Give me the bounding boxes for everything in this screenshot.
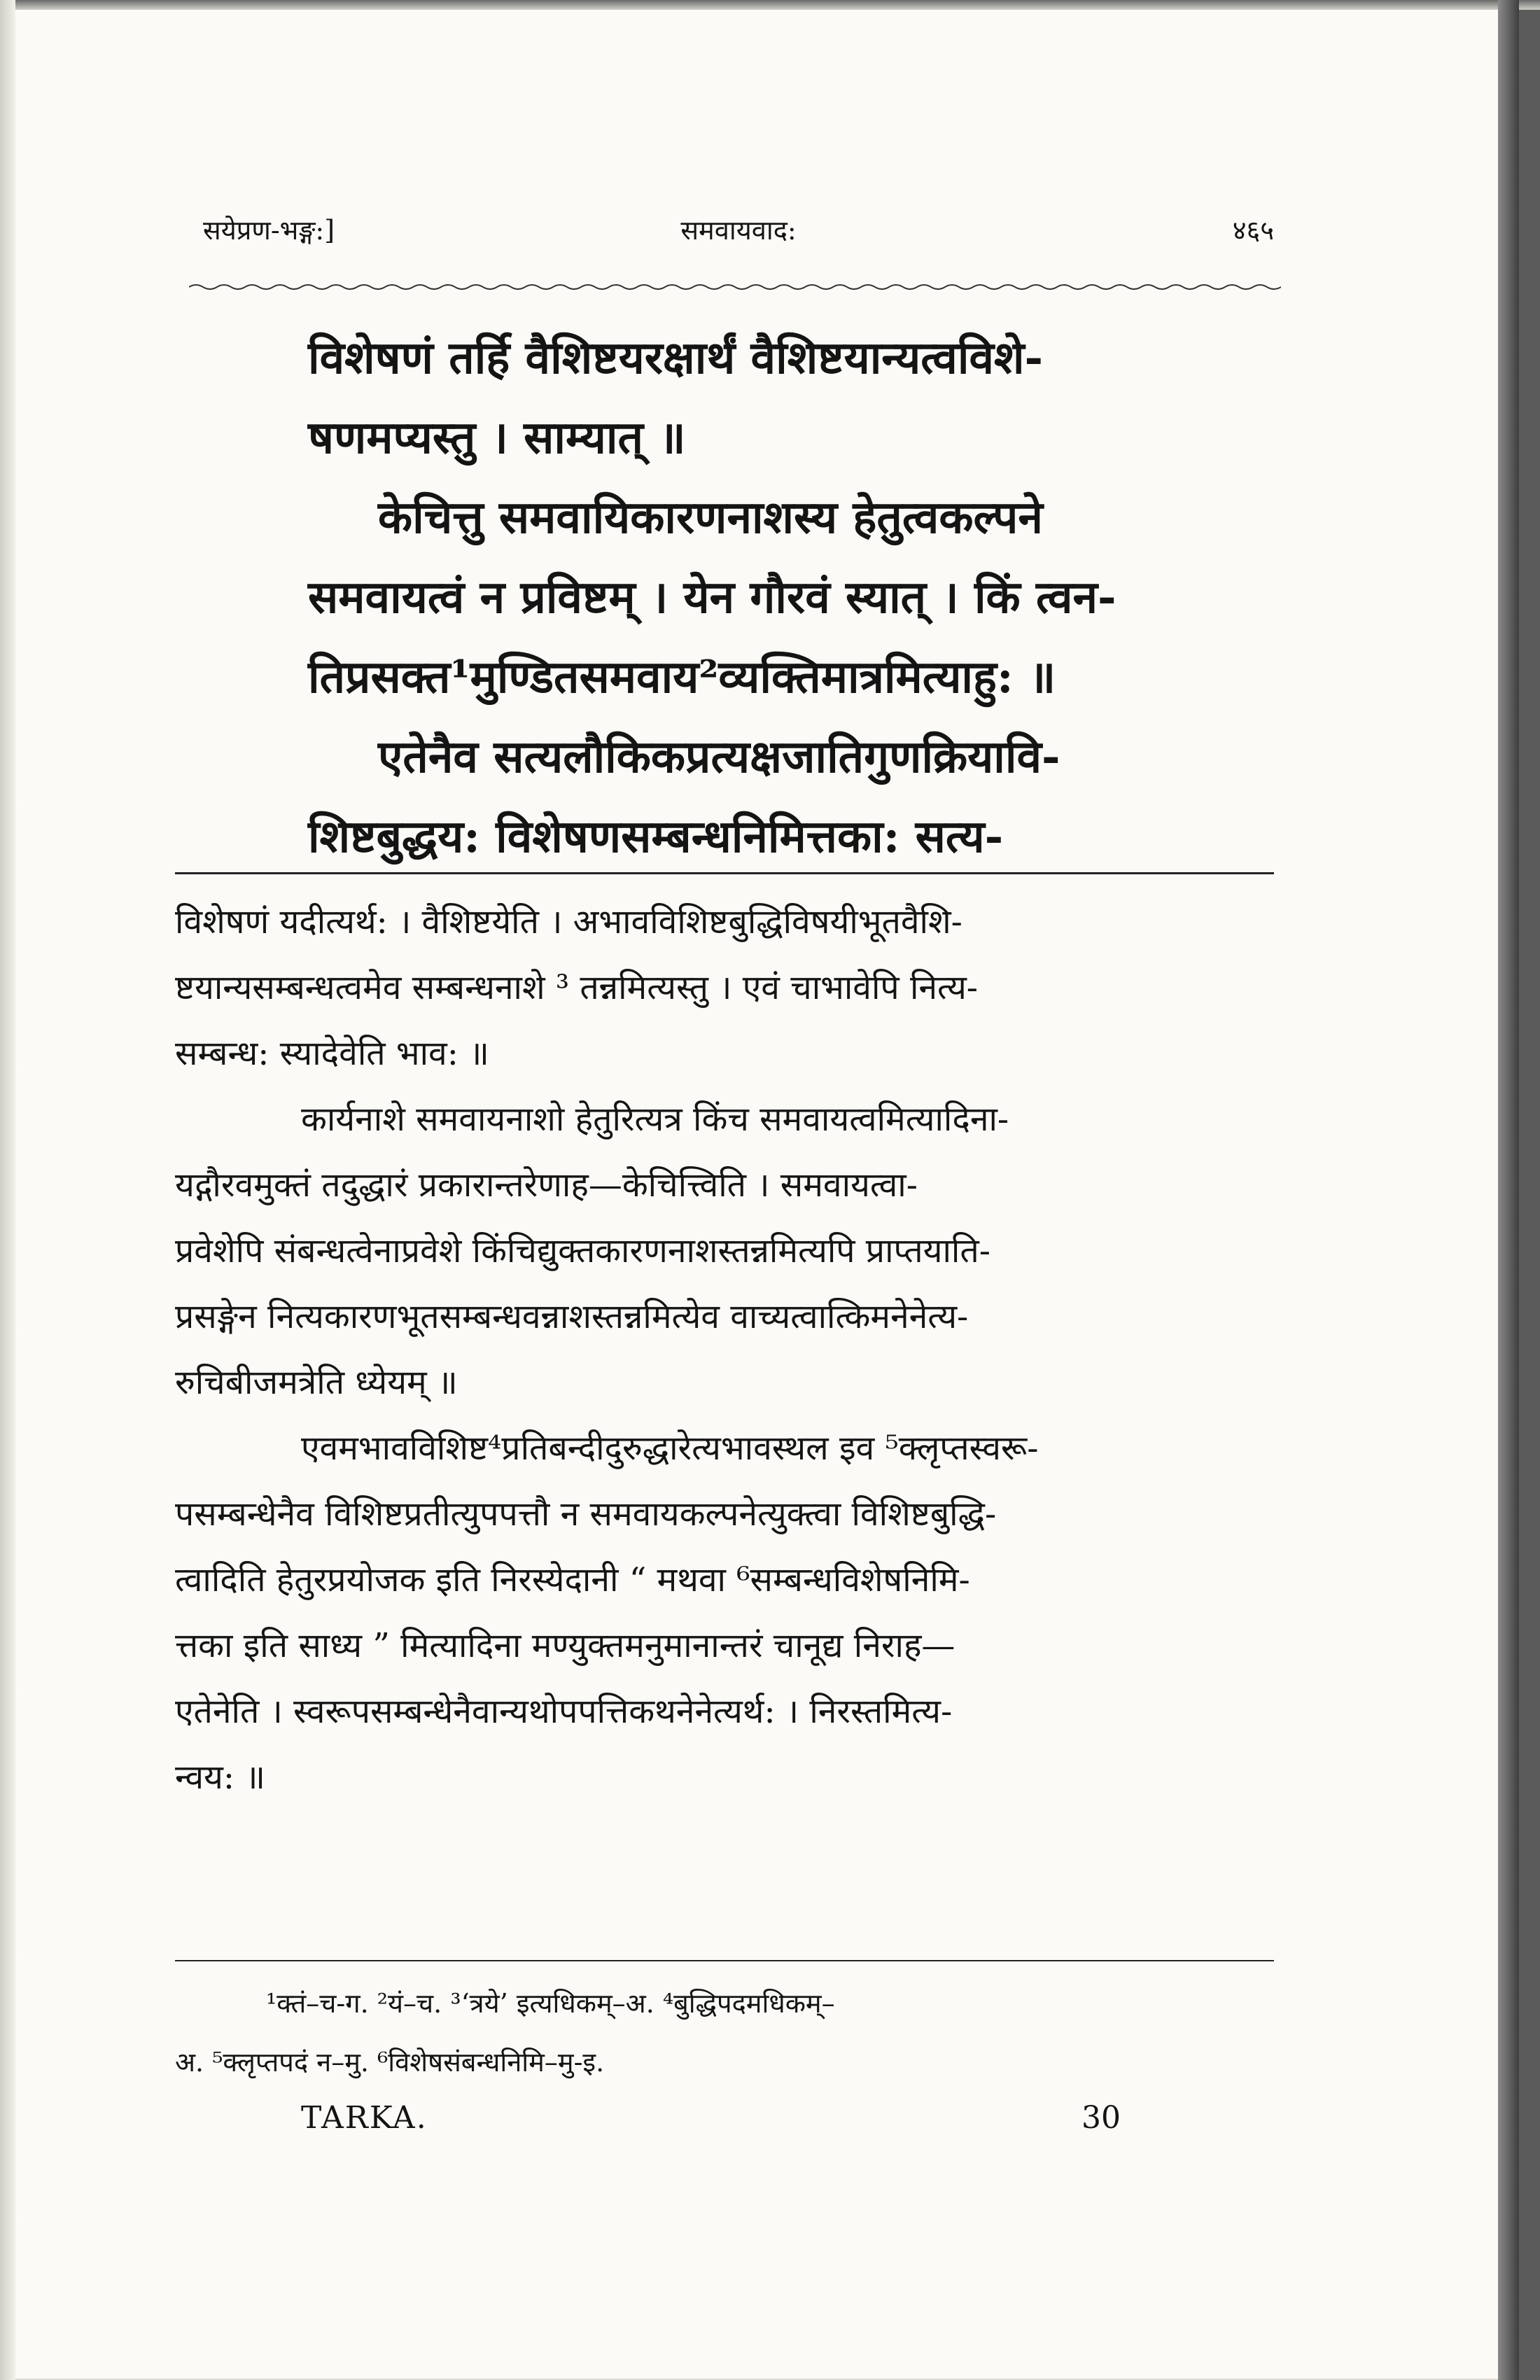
commentary-line: रुचिबीजमत्रेति ध्येयम् ॥ [175, 1363, 458, 1402]
page-number: 30 [1082, 2100, 1121, 2136]
commentary-line: ष्टयान्यसम्बन्धत्वमेव सम्बन्धनाशे ³ तन्नमित्यस्तु । एवं चाभावेपि नित्य- [175, 968, 979, 1007]
signature-mark: TARKA. [301, 2100, 428, 2136]
mula-line: समवायत्वं न प्रविष्टम् । येन गौरवं स्यात् । किं त्वन- [308, 571, 1116, 624]
scan-edge-right [1498, 0, 1519, 2380]
mula-line: विशेषणं तर्हि वैशिष्टयरक्षार्थं वैशिष्टयान्यत्वविशे- [308, 332, 1044, 384]
mula-text [175, 318, 1274, 877]
mula-line: षणमप्यस्तु । साम्यात् ॥ [308, 412, 686, 464]
mula-line: शिष्टबुद्धय: विशेषणसम्बन्धनिमित्तका: सत्य- [308, 811, 1004, 863]
commentary-line: एवमभावविशिष्ट⁴प्रतिबन्दीदुरुद्धारेत्यभावस्थल इव ⁵क्लृप्तस्वरू- [301, 1429, 1039, 1468]
mula-line: तिप्रसक्त¹मुण्डितसमवाय²व्यक्तिमात्रमित्याहु: ॥ [308, 651, 1056, 704]
footnote-divider [175, 1960, 1274, 1961]
commentary-line: एतेनेति । स्वरूपसम्बन्धेनैवान्यथोपपत्तिकथनेनेत्यर्थ: । निरस्तमित्य- [175, 1692, 953, 1731]
running-head-page-number: ४६५ [1232, 215, 1274, 246]
scan-edge-top [0, 0, 1540, 10]
commentary-line: सम्बन्ध: स्यादेवेति भाव: ॥ [175, 1034, 489, 1073]
footnote-line: ¹क्तं–च-ग. ²यं–च. ³‘त्रये’ इत्यधिकम्–अ. ⁴बुद्धिपदमधिकम्– [266, 1988, 835, 2019]
header-wavy-rule [189, 280, 1281, 294]
commentary-line: पसम्बन्धेनैव विशिष्टप्रतीत्युपपत्तौ न समवायकल्पनेत्युक्त्वा विशिष्टबुद्धि- [175, 1494, 997, 1534]
mula-line: केचित्तु समवायिकारणनाशस्य हेतुत्वकल्पने [378, 491, 1043, 544]
running-head-section: सयेप्रण-भङ्ग:] [203, 215, 335, 246]
commentary-line: त्तका इति साध्य ” मित्यादिना मण्युक्तमनुमानान्तरं चानूद्य निराह— [175, 1626, 955, 1665]
footnotes [175, 1974, 1274, 2092]
commentary-line: यद्गौरवमुक्तं तदुद्धारं प्रकारान्तरेणाह—केचित्त्विति । समवायत्वा- [175, 1166, 918, 1205]
commentary-text [175, 889, 1274, 1810]
mula-line: एतेनैव सत्यलौकिकप्रत्यक्षजातिगुणक्रियावि- [378, 731, 1060, 783]
commentary-line: प्रसङ्गेन नित्यकारणभूतसम्बन्धवन्नाशस्तन्नमित्येव वाच्यत्वात्किमनेनेत्य- [175, 1297, 969, 1336]
commentary-line: त्वादिति हेतुरप्रयोजक इति निरस्येदानी “ मथवा ⁶सम्बन्धविशेषनिमि- [175, 1560, 970, 1600]
text-commentary-divider [175, 872, 1274, 874]
commentary-line: न्वय: ॥ [175, 1758, 266, 1797]
binding-gutter [0, 0, 15, 2380]
commentary-line: कार्यनाशे समवायनाशो हेतुरित्यत्र किंच समवायत्वमित्यादिना- [301, 1100, 1009, 1139]
running-head [203, 211, 1274, 253]
commentary-line: विशेषणं यदीत्यर्थ: । वैशिष्टयेति । अभावविशिष्टबुद्धिविषयीभूतवैशि- [175, 902, 962, 941]
footnote-line: अ. ⁵क्लृप्तपदं न–मु. ⁶विशेषसंबन्धनिमि–मु-इ. [175, 2047, 605, 2078]
running-head-title: समवायवाद: [680, 215, 797, 246]
commentary-line: प्रवेशेपि संबन्धत्वेनाप्रवेशे किंचिद्युक्तकारणनाशस्तन्नमित्यपि प्राप्तयाति- [175, 1231, 990, 1270]
